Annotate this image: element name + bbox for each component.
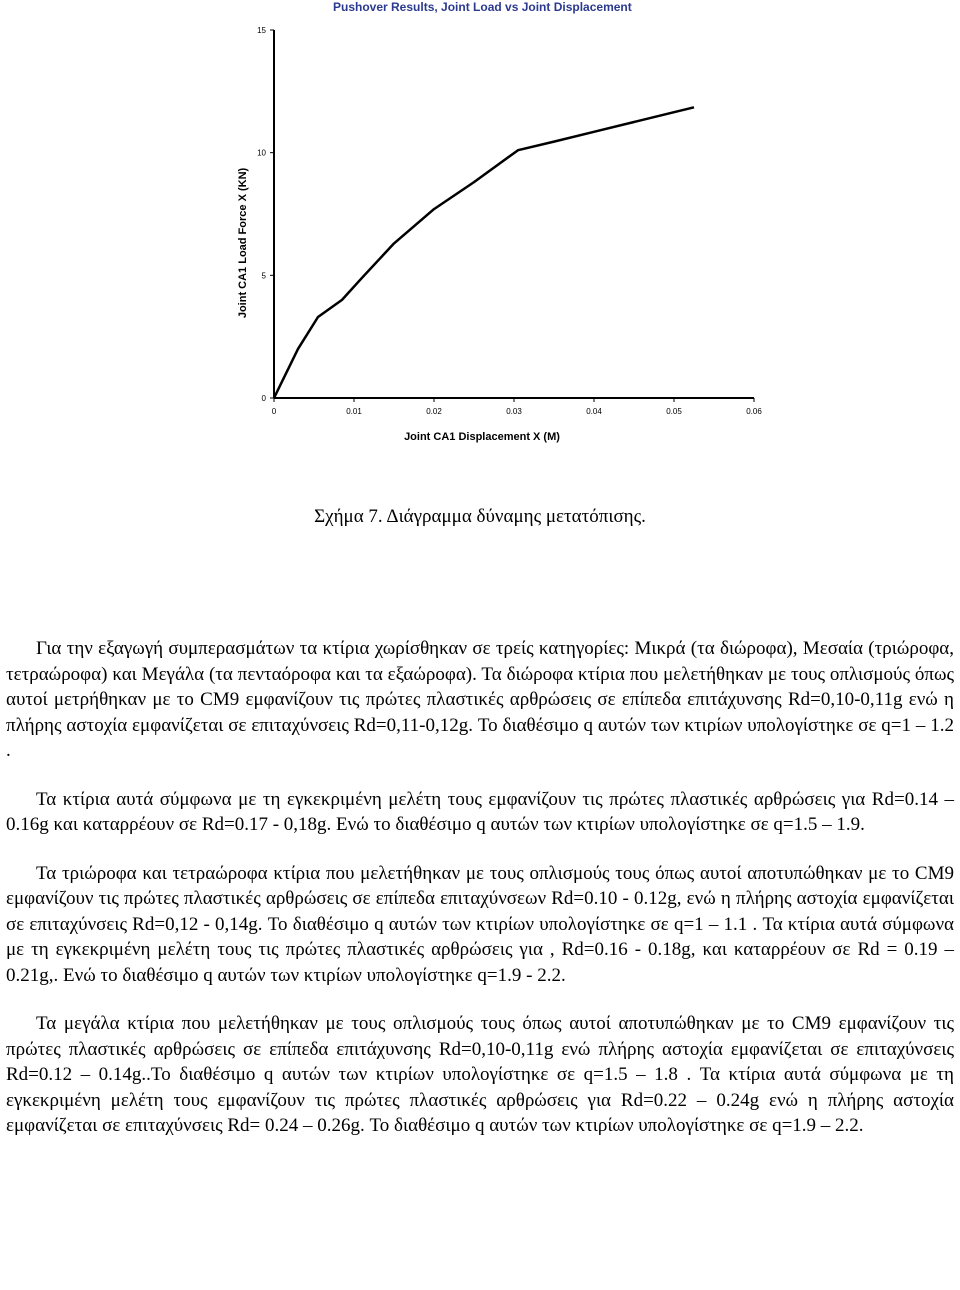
figure-caption: Σχήμα 7. Διάγραμμα δύναμης μετατόπισης. <box>314 506 646 527</box>
x-tick-label: 0.01 <box>346 407 362 416</box>
x-tick-label: 0 <box>271 407 277 416</box>
y-tick-label: 10 <box>257 148 266 158</box>
paragraph: Τα μεγάλα κτίρια που μελετήθηκαν με τους οπλισμούς τους όπως αυτοί αποτυπώθηκαν με το CM9 εμφανίζουν τις πρώτες πλαστικές αρθρώσεις σε επίπεδα επιτάχυνσης Rd=0,10-0,11g ενώ πλήρης αστοχία εμφανίζεται σε επιταχύνσεις Rd=0.12 – 0.14g..Το διαθέσιμο q αυτών των κτιρίων υπολογίστηκε σε q=1.5 – 1.8 . Τα κτίρια αυτά σύμφωνα με τη εγκεκριμένη μελέτη τους εμφανίζουν τις πρώτες πλαστικές αρθρώσεις για Rd=0.22 – 0.24g ενώ η πλήρης αστοχία εμφανίζεται σε επιταχύνσεις Rd= 0.24 – 0.26g. Το διαθέσιμο q αυτών των κτιρίων υπολογίστηκε σε q=1.9 – 2.2. <box>6 1013 954 1136</box>
x-tick-label: 0.03 <box>506 407 522 416</box>
body-text <box>6 636 954 1162</box>
paragraph: Για την εξαγωγή συμπερασμάτων τα κτίρια χωρίσθηκαν σε τρείς κατηγορίες: Μικρά (τα διώροφα), Μεσαία (τριώροφα, τετραώροφα) και Μεγάλα (τα πενταόροφα και τα εξαώροφα). Τα διώροφα κτίρια που μελετήθηκαν με τους οπλισμούς όπως αυτοί μετρήθηκαν με το CM9 εμφανίζουν τις πρώτες πλαστικές αρθρώσεις σε επίπεδα επιτάχυνσης Rd=0,10-0,11g ενώ η πλήρης αστοχία εμφανίζεται σε επιταχύνσεις Rd=0,11-0,12g. Το διαθέσιμο q αυτών των κτιρίων υπολογίστηκε σε q=1 – 1.2 . <box>6 638 954 761</box>
x-tick-label: 0.04 <box>586 407 602 416</box>
series-line <box>274 107 694 398</box>
paragraph: Τα τριώροφα και τετραώροφα κτίρια που μελετήθηκαν με τους οπλισμούς τους όπως αυτοί αποτυπώθηκαν με το CM9 εμφανίζουν τις πρώτες πλαστικές αρθρώσεις σε επίπεδα επιταχύνσεων Rd=0.10 - 0.12g, ενώ η πλήρης αστοχία εμφανίζεται σε επιταχύνσεις Rd=0,12 - 0,14g. Το διαθέσιμο q αυτών των κτιρίων υπολογίστηκε σε q=1 – 1.1 . Τα κτίρια αυτά σύμφωνα με τη εγκεκριμένη μελέτη τους τις πρώτες πλαστικές αρθρώσεις για , Rd=0.16 - 0.18g, και καταρρέουν σε Rd = 0.19 – 0.21g,. Ενώ το διαθέσιμο q αυτών των κτιρίων υπολογίστηκε q=1.9 - 2.2. <box>6 862 954 986</box>
y-tick-label: 5 <box>261 271 266 281</box>
y-tick-label: 0 <box>261 394 266 403</box>
chart-svg <box>0 0 960 450</box>
pushover-chart <box>0 0 960 450</box>
x-axis-label: Joint CA1 Displacement X (M) <box>404 431 560 443</box>
y-tick-label: 15 <box>257 26 266 35</box>
paragraph: Τα κτίρια αυτά σύμφωνα με τη εγκεκριμένη μελέτη τους εμφανίζουν τις πρώτες πλαστικές αρθρώσεις για Rd=0.14 – 0.16g και καταρρέουν σε Rd=0.17 - 0,18g. Ενώ το διαθέσιμο q αυτών των κτιρίων υπολογίστηκε σε q=1.5 – 1.9. <box>6 788 954 835</box>
y-axis-label: Joint CA1 Load Force X (KN) <box>237 167 249 319</box>
chart-title: Pushover Results, Joint Load vs Joint Displacement <box>333 0 632 14</box>
x-tick-label: 0.05 <box>666 407 682 416</box>
x-tick-label: 0.02 <box>426 407 442 416</box>
x-tick-label: 0.06 <box>746 407 762 416</box>
